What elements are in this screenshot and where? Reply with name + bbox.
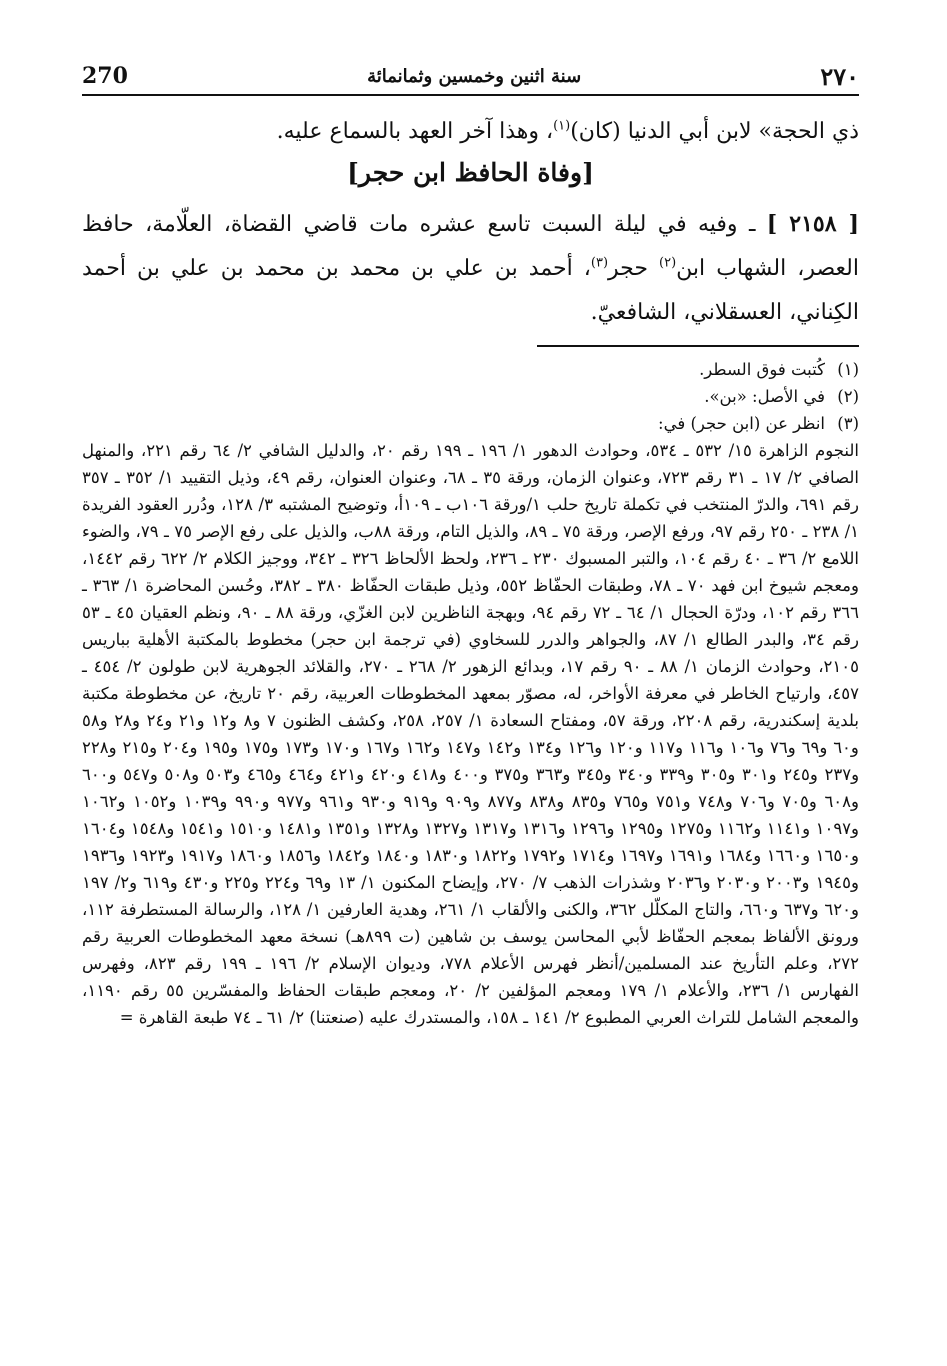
- footnote-text: في الأصل: «بن».: [704, 387, 825, 406]
- footnote-1: [82, 356, 859, 383]
- footnote-text: كُتبت فوق السطر.: [699, 360, 825, 379]
- entry-text-part1: ـ وفيه في ليلة السبت تاسع عشره مات قاضي القضاة، العلّامة، حافظ العصر، الشهاب ابن: [82, 212, 859, 281]
- footnote-text: انظر عن (ابن حجر) في:: [658, 414, 825, 433]
- header-rule: [82, 94, 859, 96]
- running-title: سنة اثنين وخمسين وثمانمائة: [367, 65, 582, 87]
- entry-paragraph: [82, 202, 859, 335]
- section-title: [وفاة الحافظ ابن حجر]: [347, 158, 594, 187]
- footnote-2: [82, 383, 859, 410]
- entry-number: [ ٢١٥٨ ]: [766, 211, 859, 237]
- page-number-latin: 270: [82, 63, 128, 89]
- continuation-text-before: ذي الحجة» لابن أبي الدنيا (كان): [570, 119, 859, 144]
- footnote-3-sources: النجوم الزاهرة ١٥/ ٥٣٢ ـ ٥٣٤، وحوادث الدهور ١/ ١٩٦ ـ ١٩٩ رقم ٢٠، والدليل الشافي ٢/ ٦٤ رقم ٢٢١، والمنهل الصافي ٢/ ١٧ ـ ٣١ رقم ٧٢٣، وعنوان الزمان، ورقة ٣٥ ـ ٦٨، وعنوان العنوان، رقم ٤٩، وذيل التقييد ١/ ٣٥٢ ـ ٣٥٧ رقم ٦٩١، والدرّ المنتخب في تكملة تاريخ حلب ١/ورقة ١٠٦ب ـ ١٠٩أ، وتوضيح المشتبه ٣/ ١٢٨، ودُرر العقود الفريدة ١/ ٢٣٨ ـ ٢٥٠ رقم ٩٧، ورفع الإصر، ورقة ٧٥ ـ ٨٩، والذيل التام، ورقة ٨٨ب، والذيل على رفع الإصر ٧٥ ـ ٧٩، والضوء اللامع ٢/ ٣٦ ـ ٤٠ رقم ١٠٤، والتبر المسبوك ٢٣٠ ـ ٢٣٦، ولحظ الألحاظ ٣٢٦ ـ ٣٤٢، ووجيز الكلام ٢/ ٦٢٢ رقم ١٤٤٢، ومعجم شيوخ ابن فهد ٧٠ ـ ٧٨، وطبقات الحفّاظ ٥٥٢، وذيل طبقات الحفّاظ ٣٨٠ ـ ٣٨٢، وحُسن المحاضرة ١/ ٣٦٣ ـ ٣٦٦ رقم ١٠٢، ودرّة الحجال ١/ ٦٤ ـ ٧٢ رقم ٩٤، وبهجة الناظرين لابن الغزّي، ورقة ٨٨ ـ ٩٠، ونظم العقيان ٤٥ ـ ٥٣ رقم ٣٤، والبدر الطالع ١/ ٨٧، والجواهر والدرر للسخاوي (في ترجمة ابن حجر) مخطوط بالمكتبة الأهلية بباريس ٢١٠٥، وحوادث الزمان ١/ ٨٨ ـ ٩٠ رقم ١٧، وبدائع الزهور ٢/ ٢٦٨ ـ ٢٧٠، والقلائد الجوهرية لابن طولون ٢/ ٤٥٤ ـ ٤٥٧، وارتياح الخاطر في معرفة الأواخر، له، مصوّر بمعهد المخطوطات العربية، رقم ٢٠ تاريخ، عن مخطوطة مكتبة بلدية إسكندرية، رقم ٢٢٠٨، ورقة ٥٧، ومفتاح السعادة ١/ ٢٥٧، ٢٥٨، وكشف الظنون ٧ و٨ و١٢ و٢١ و٢٤ و٢٨ و٥٨ و٦٠ و٦٩ و٧٦ و١٠٦ و١١٦ و١١٧ و١٢٠ و١٢٦ و١٣٤ و١٤٢ و١٤٧ و١٦٢ و١٦٧ و١٧٠ و١٧٣ و١٧٥ و١٩٥ و٢٠٤ و٢١٥ و٢٢٨ و٢٣٧ و٢٤٥ و٣٠١ و٣٠٥ و٣٣٩ و٣٤٠ و٣٤٥ و٣٦٣ و٣٧٥ و٤٠٠ و٤١٨ و٤٢٠ و٤٢١ و٤٦٤ و٤٦٥ و٥٠٣ و٥٠٨ و٥٤٧ و٦٠٠ و٦٠٨ و٧٠٥ و٧٠٦ و٧٤٨ و٧٥١ و٧٦٥ و٨٣٥ و٨٣٨ و٨٧٧ و٩٠٩ و٩١٩ و٩٣٠ و٩٦١ و٩٧٧ و٩٩٠ و١٠٣٩ و١٠٥٢ و١٠٦٢ و١٠٩٧ و١١٤١ و١١٦٢ و١٢٧٥ و١٢٩٥ و١٢٩٦ و١٣١٦ و١٣١٧ و١٣٢٧ و١٣٢٨ و١٣٥١ و١٤٨١ و١٥١٠ و١٥٤١ و١٥٤٨ و١٦٠٤ و١٦٥٠ و١٦٦٠ و١٦٨٤ و١٦٩١ و١٦٩٧ و١٧١٤ و١٧٩٢ و١٨٢٢ و١٨٣٠ و١٨٤٠ و١٨٤٢ و١٨٥٦ و١٨٦٠ و١٩١٧ و١٩٢٣ و١٩٣٦ و١٩٤٥ و٢٠٠٣ و٢٠٣٠ و٢٠٣٦ وشذرات الذهب ٧/ ٢٧٠، وإيضاح المكنون ١/ ١٣ و٦٩ و٢٢٤ و٢٢٥ و٤٣٠ و٦١٩ و٢/ ١٩٧ و٦٢٠ و٦٣٧ و٦٦٠، والتاج المكلّل ٣٦٢، والكنى والألقاب ١/ ٢٦١، وهدية العارفين ١/ ١٢٨، والرسالة المستطرفة ١١٢، ورونق الألفاظ بمعجم الحفّاظ لأبي المحاسن يوسف بن شاهين (ت ٨٩٩هـ) نسخة معهد المخطوطات العربية رقم ٢٧٢، وعلم التأريخ عند المسلمين/أنظر فهرس الأعلام ٧٧٨، وديوان الإسلام ٢/ ١٩٦ ـ ١٩٩ رقم ٨٢٣، وفهرس الفهارس ١/ ٢٣٦، والأعلام ١/ ١٧٩ ومعجم المؤلفين ٢/ ٢٠، ومعجم طبقات الحفاظ والمفسّرين ٥٥ رقم ١١٩٠، والمعجم الشامل للتراث العربي المطبوع ٢/ ١٤١ ـ ١٥٨، والمستدرك عليه (صنعتنا) ٢/ ٦١ ـ ٧٤ طبعة القاهرة =: [82, 441, 860, 1027]
- footnotes: [82, 356, 859, 1031]
- entry-text-part2: حجر: [608, 256, 660, 281]
- footnote-ref-3: (٣): [590, 255, 609, 271]
- footnote-mark: (٢): [837, 387, 859, 406]
- footnote-ref-2: (٢): [659, 255, 677, 271]
- page-number-arabic: ٢٧٠: [820, 61, 859, 91]
- continuation-text-after: ، وهذا آخر العهد بالسماع عليه.: [276, 119, 554, 144]
- footnote-mark: (١): [837, 360, 859, 379]
- page-header: [82, 60, 859, 92]
- footnote-mark: (٣): [837, 414, 859, 433]
- footnote-separator: [537, 345, 859, 347]
- footnote-3: [82, 410, 859, 437]
- continuation-line: [82, 112, 859, 152]
- entry-text-part3: ، أحمد بن علي بن محمد بن محمد بن علي بن أحمد الكِناني، العسقلاني، الشافعيّ.: [82, 256, 859, 325]
- footnote-ref-1: (١): [553, 118, 571, 134]
